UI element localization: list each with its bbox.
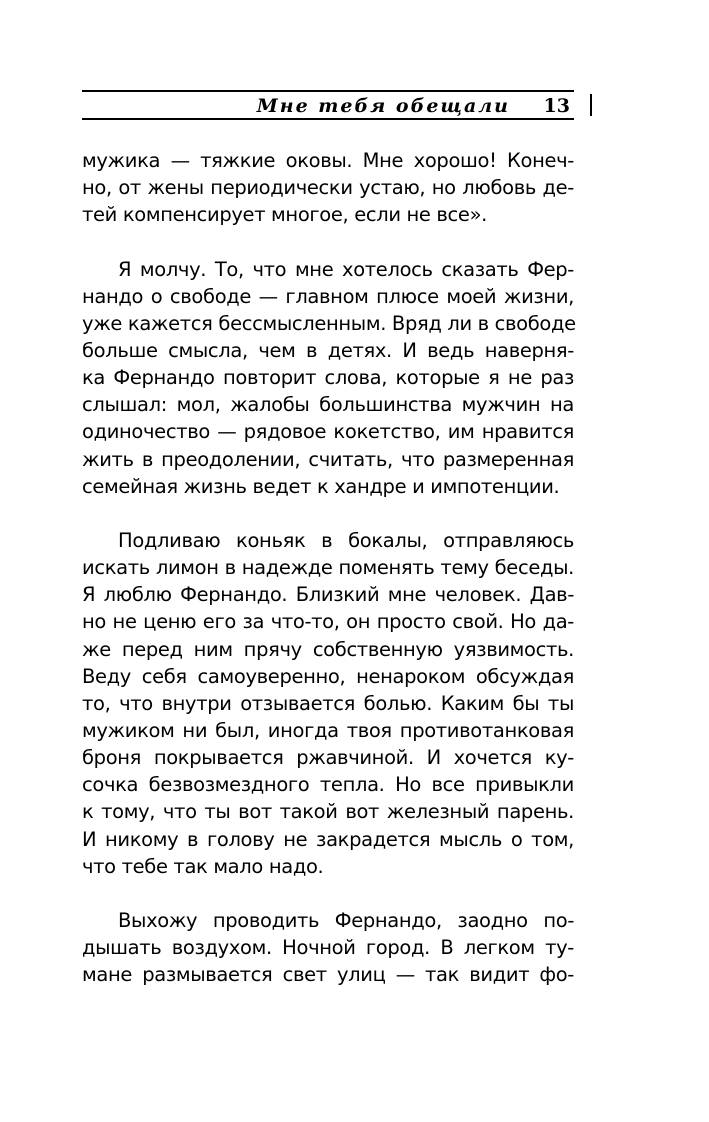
text-line: ка Фернандо повторит слова, которые я не раз: [82, 366, 574, 390]
text-line: искать лимон в надежде поменять тему беседы.: [82, 556, 574, 580]
page-number: 13: [543, 95, 570, 117]
text-line: слышал: мол, жалобы большинства мужчин на: [82, 393, 574, 417]
text-line: Подливаю коньяк в бокалы, отправляюсь: [118, 528, 574, 552]
text-line: Я люблю Фернандо. Близкий мне человек. Дав-: [82, 583, 574, 607]
paragraph-gap: [82, 228, 574, 255]
text-line: мужика — тяжкие оковы. Мне хорошо! Конеч-: [82, 149, 574, 172]
text-line: что тебе так мало надо.: [82, 854, 324, 878]
text-line: тей компенсирует многое, если не все».: [82, 203, 488, 227]
text-line: больше смысла, чем в детях. И ведь наверня-: [82, 338, 574, 362]
text-line: то, что внутри отзывается болью. Каким бы ты: [82, 691, 574, 715]
paragraph-gap: [82, 880, 574, 907]
text-line: Веду себя самоуверенно, ненароком обсуждая: [82, 664, 574, 688]
text-line: жить в преодолении, считать, что размеренная: [82, 447, 574, 471]
text-line: уже кажется бессмысленным. Вряд ли в свободе: [82, 311, 576, 335]
text-line: сочка безвозмездного тепла. Но все привыкли: [82, 773, 574, 797]
running-header: [82, 90, 574, 120]
running-title: Мне тебя обещали: [256, 95, 510, 117]
text-line: но, от жены периодически устаю, но любовь де-: [82, 176, 574, 200]
text-line: дышать воздухом. Ночной город. В легком ту-: [82, 936, 574, 960]
text-line: мужиком ни был, иногда твоя противотанковая: [82, 718, 574, 742]
text-line: семейная жизнь ведет к хандре и импотенции.: [82, 474, 560, 498]
text-line: мане размывается свет улиц — так видит фо-: [82, 963, 574, 987]
text-line: одиночество — рядовое кокетство, им нравится: [82, 420, 574, 444]
text-line: нандо о свободе — главном плюсе моей жизни,: [82, 284, 574, 308]
text-line: к тому, что ты вот такой вот железный парень.: [82, 800, 574, 824]
text-line: же перед ним прячу собственную уязвимость.: [82, 637, 574, 661]
text-line: Выхожу проводить Фернандо, заодно по-: [118, 908, 574, 932]
text-line: но не ценю его за что-то, он просто свой. Но да-: [82, 610, 574, 634]
body-text: [82, 147, 574, 988]
text-line: Я молчу. То, что мне хотелось сказать Фер-: [118, 257, 574, 281]
header-separator: [590, 94, 592, 116]
text-line: И никому в голову не закрадется мысль о том,: [82, 827, 574, 851]
paragraph-gap: [82, 500, 574, 527]
text-line: броня покрывается ржавчиной. И хочется ку-: [82, 746, 574, 770]
